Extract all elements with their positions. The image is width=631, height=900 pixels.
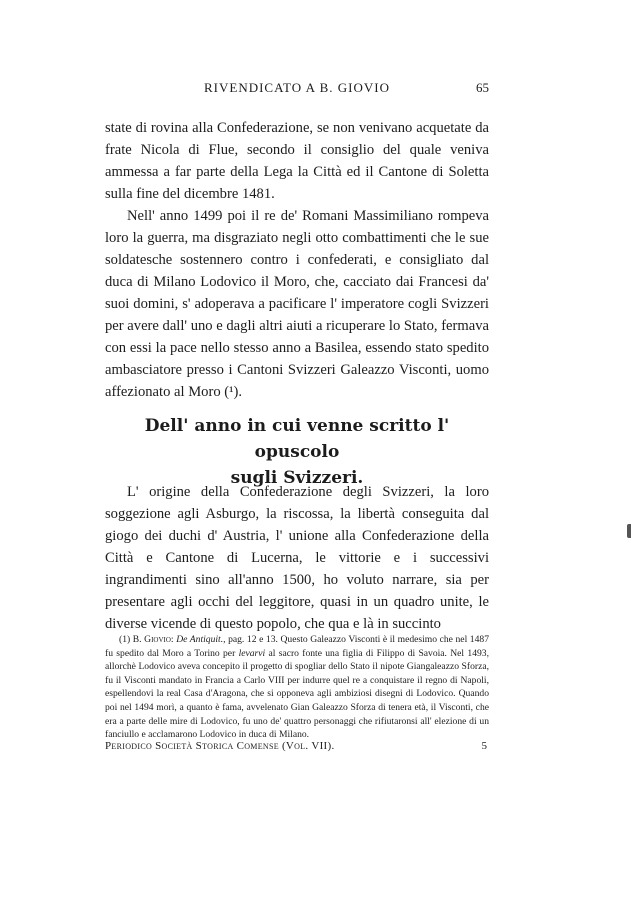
body-text [105,117,489,403]
page-number: 65 [476,80,489,95]
section-heading [105,413,489,491]
journal-signature: Periodico Società Storica Comense (Vol. VII). [105,740,335,752]
section-heading-line1: Dell' anno in cui venne scritto l' opuscolo [144,416,450,462]
footnote-author: B. Giovio: [132,634,174,645]
footnote-marker: (1) [119,634,131,645]
footnotes [105,633,489,742]
footnote-1 [105,633,489,742]
gathering-signature: 5 [481,740,487,752]
section-text [105,481,489,635]
running-title: RIVENDICATO A B. GIOVIO [204,80,390,95]
footnote-pages: , pag. 12 e 13. Questo Galeazzo Visconti è il medesimo che nel 1487 fu spedito dal Moro a Torino per [105,634,489,659]
paragraph-year-1499: Nell' anno 1499 poi il re de' Romani Massimiliano rompeva loro la guerra, ma disgraziato negli otto combattimenti che le sue soldatesche sostennero contro i confederati, e consigliato dal duca di Milano Lodovico il Moro, che, cacciato dai Francesi da' suoi domini, s' adoperava a pacificare l' imperatore cogli Svizzeri per avere dall' uno e dagli altri aiuti a ricuperare lo Stato, fermava con essi la pace nello stesso anno a Basilea, essendo stato spedito ambasciatore presso i Cantoni Svizzeri Galeazzo Visconti, uomo affezionato al Moro (¹). [105,208,489,400]
section-heading-line2: sugli Svizzeri. [230,468,364,488]
paragraph-confederation: state di rovina alla Confederazione, se non venivano acquetate da frate Nicola di Flue, secondo il consiglio del quale veniva ammessa a far parte della Lega la Città ed il Cantone di Soletta sulla fine del dicembre 1481. [105,120,489,202]
footnote-work-title: De Antiquit. [176,634,224,645]
page-footer [105,740,489,756]
page-edge-mark [627,524,631,538]
footnote-term: levarvi [238,647,266,659]
footnote-rest: al sacro fonte una figlia di Filippo di Savoia. Nel 1493, allorchè Lodovico aveva concepito il progetto di spogliar dello Stato il nipote Giangaleazzo Sforza, fu il Visconti mandato in Francia a Carlo VIII per indurre quel re a conquistare il regno di Napoli, espellendovi la real Casa d'Aragona, che si opponeva agli ambiziosi disegni di Lodovico. Quando poi nel 1494 morì, a quanto è fama, avvelenato Gian Galeazzo Sforza di tenera età, il Visconti, che era a parte delle mire di Lodovico, fu uno de' quattro personaggi che rifiutaronsi all' elezione di un fanciullo e acclamarono Lodovico in duca di Milano. [105,647,489,741]
paragraph-origin: L' origine della Confederazione degli Svizzeri, la loro soggezione agli Asburgo, la riscossa, la libertà conseguita dal giogo dei duchi d' Austria, l' unione alla Confederazione della Città e Cantone di Lucerna, le vittorie e i successivi ingrandimenti sino all'anno 1500, ho voluto narrare, sia per presentare agli occhi del leggitore, quasi in un quadro unite, le diverse vicende di questo popolo, che qua e là in succinto [105,484,489,632]
running-header [105,80,489,100]
